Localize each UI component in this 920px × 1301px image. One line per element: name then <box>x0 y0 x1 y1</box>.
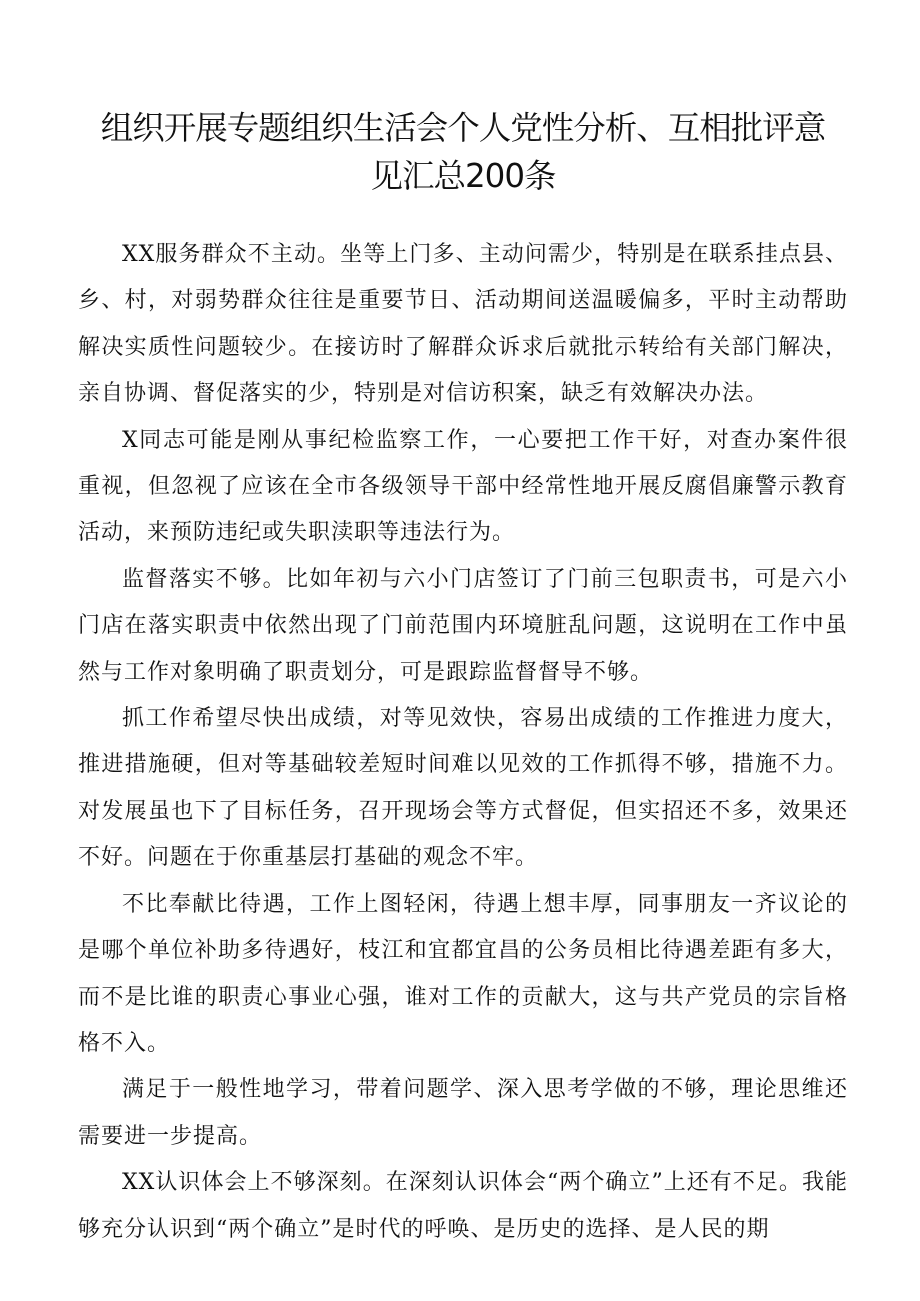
paragraph-3: 监督落实不够。比如年初与六小门店签订了门前三包职责书，可是六小门店在落实职责中依然出现了门前范围内环境脏乱问题，这说明在工作中虽然与工作对象明确了职责划分，可是跟踪监督督导不够。 <box>78 566 848 685</box>
document-title <box>78 104 848 200</box>
title-line-1: 组织开展专题组织生活会个人党性分析、互相批评意 <box>100 109 826 147</box>
paragraph-5: 不比奉献比待遇，工作上图轻闲，待遇上想丰厚，同事朋友一齐议论的是哪个单位补助多待遇好，枝江和宜都宜昌的公务员相比待遇差距有多大，而不是比谁的职责心事业心强，谁对工作的贡献大，这与共产党员的宗旨格格不入。 <box>78 891 848 1056</box>
title-line-2: 见汇总200条 <box>370 157 556 195</box>
paragraph-6: 满足于一般性地学习，带着问题学、深入思考学做的不够，理论思维还需要进一步提高。 <box>78 1077 848 1149</box>
document-body <box>78 232 848 1253</box>
paragraph-2: X同志可能是刚从事纪检监察工作，一心要把工作干好，对查办案件很重视，但忽视了应该在全市各级领导干部中经常性地开展反腐倡廉警示教育活动，来预防违纪或失职渎职等违法行为。 <box>78 427 848 546</box>
paragraph-7: XX认识体会上不够深刻。在深刻认识体会“两个确立”上还有不足。我能够充分认识到“两个确立”是时代的呼唤、是历史的选择、是人民的期 <box>78 1170 848 1242</box>
paragraph-4: 抓工作希望尽快出成绩，对等见效快，容易出成绩的工作推进力度大，推进措施硬，但对等基础较差短时间难以见效的工作抓得不够，措施不力。对发展虽也下了目标任务，召开现场会等方式督促，但实招还不多，效果还不好。问题在于你重基层打基础的观念不牢。 <box>78 706 848 871</box>
paragraph-1: XX服务群众不主动。坐等上门多、主动问需少，特别是在联系挂点县、乡、村，对弱势群众往往是重要节日、活动期间送温暖偏多，平时主动帮助解决实质性问题较少。在接访时了解群众诉求后就批示转给有关部门解决，亲自协调、督促落实的少，特别是对信访积案，缺乏有效解决办法。 <box>78 242 848 407</box>
